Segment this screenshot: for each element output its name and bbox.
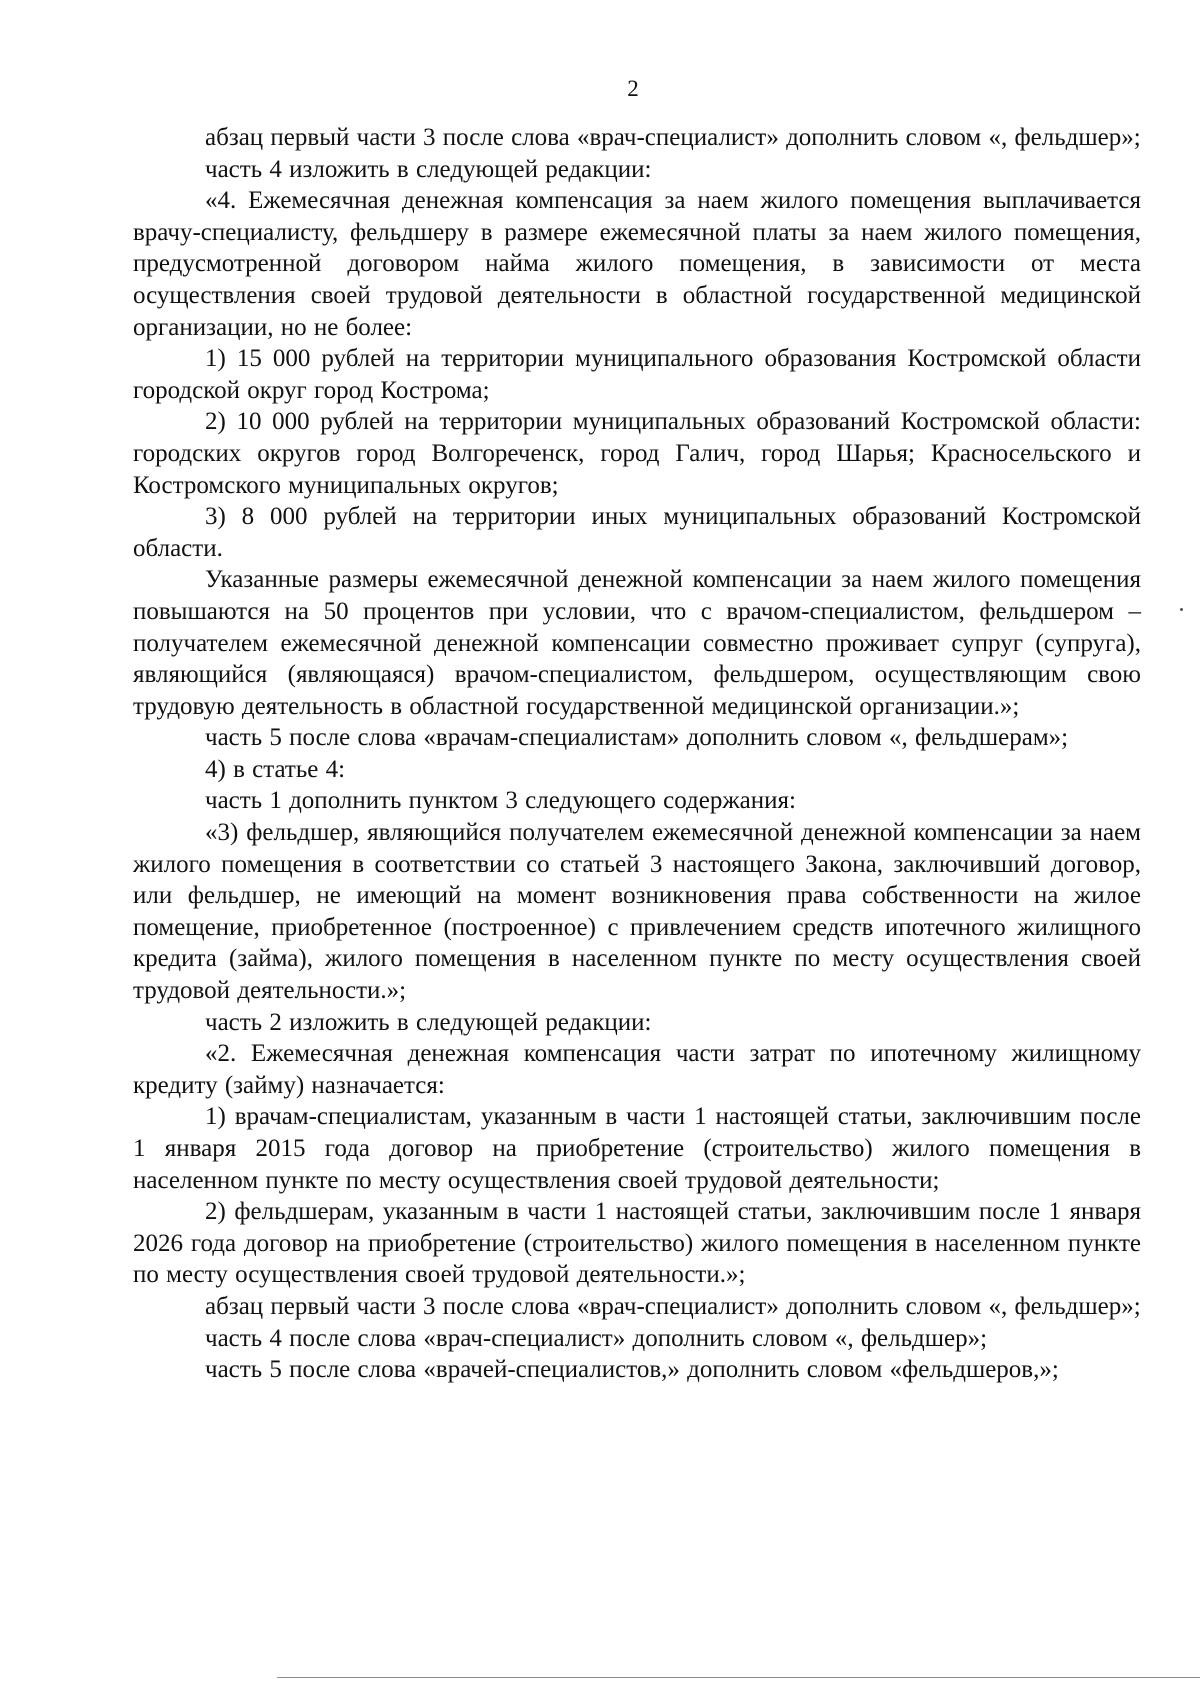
paragraph-7: Указанные размеры ежемесячной денежной компенсации за наем жилого помещения повышаются на 50 процентов при условии, что с врачом-специалистом, фельдшером – получателем ежемесячной денежной компенсации совместно проживает супруг (супруга), являющийся (являющаяся) врачом-специалистом, фельдшером, осуществляющим свою трудовую деятельность в областной государственной медицинской организации.»; [133,566,1141,720]
scan-dot-mark [1180,608,1183,611]
paragraph-6: 3) 8 000 рублей на территории иных муниципальных образований Костромской области. [133,503,1141,562]
page-number: 2 [627,76,639,101]
document-body [133,122,1141,1386]
paragraph-1: абзац первый части 3 после слова «врач-специалист» дополнить словом «, фельдшер»; [205,124,1141,151]
paragraph-9: 4) в статье 4: [205,755,346,783]
paragraph-10: часть 1 дополнить пунктом 3 следующего содержания: [205,787,796,815]
paragraph-8: часть 5 после слова «врачам-специалистам» дополнить словом «, фельдшерам»; [205,724,1069,752]
paragraph-13: «2. Ежемесячная денежная компенсация части затрат по ипотечному жилищному кредиту (займу) назначается: [133,1040,1141,1099]
paragraph-17: часть 4 после слова «врач-специалист» дополнить словом «, фельдшер»; [205,1324,988,1352]
paragraph-15: 2) фельдшерам, указанным в части 1 настоящей статьи, заключившим после 1 января 2026 года договор на приобретение (строительство) жилого помещения в населенном пункте по месту осуществления своей трудовой деятельности.»; [133,1198,1141,1289]
paragraph-3: «4. Ежемесячная денежная компенсация за наем жилого помещения выплачивается врачу-специалисту, фельдшеру в размере ежемесячной платы за наем жилого помещения, предусмотренной договором найма жилого помещения, в зависимости от места осуществления своей трудовой деятельности в областной государственной медицинской организации, но не более: [133,187,1141,341]
scan-footer-line [277,1677,1200,1678]
paragraph-18: часть 5 после слова «врачей-специалистов,» дополнить словом «фельдшеров,»; [205,1356,1059,1384]
paragraph-5: 2) 10 000 рублей на территории муниципальных образований Костромской области: городских округов город Волгореченск, город Галич, город Шарья; Красносельского и Костромского муниципальных округов; [133,408,1141,499]
paragraph-4: 1) 15 000 рублей на территории муниципального образования Костромской области городской округ город Кострома; [133,345,1141,404]
paragraph-2: часть 4 изложить в следующей редакции: [205,155,652,183]
paragraph-12: часть 2 изложить в следующей редакции: [205,1008,652,1036]
paragraph-11: «3) фельдшер, являющийся получателем ежемесячной денежной компенсации за наем жилого помещения в соответствии со статьей 3 настоящего Закона, заключивший договор, или фельдшер, не имеющий на момент возникновения права собственности на жилое помещение, приобретенное (построенное) с привлечением средств ипотечного жилищного кредита (займа), жилого помещения в населенном пункте по месту осуществления своей трудовой деятельности.»; [133,819,1141,1005]
paragraph-16: абзац первый части 3 после слова «врач-специалист» дополнить словом «, фельдшер»; [205,1292,1141,1320]
paragraph-14: 1) врачам-специалистам, указанным в части 1 настоящей статьи, заключившим после 1 января 2015 года договор на приобретение (строительство) жилого помещения в населенном пункте по месту осуществления своей трудовой деятельности; [133,1103,1141,1194]
